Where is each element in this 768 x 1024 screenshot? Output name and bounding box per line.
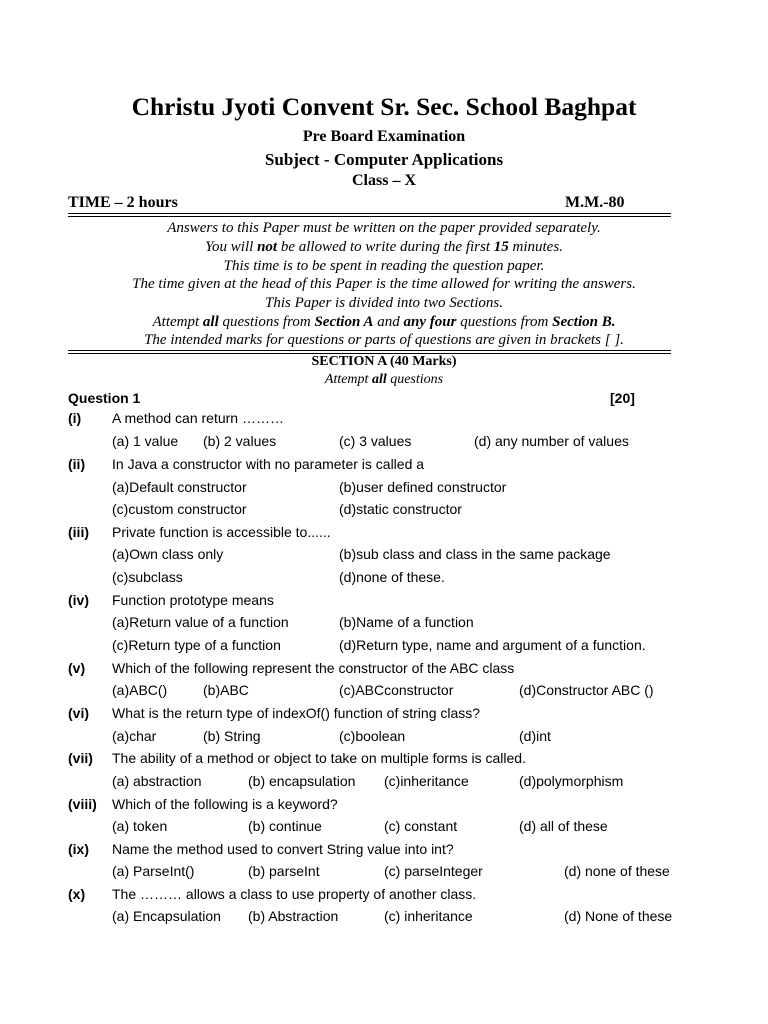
- option-a: (a) ParseInt(): [112, 863, 195, 879]
- option-b: (b) parseInt: [248, 863, 320, 879]
- option-d: (d) none of these: [564, 863, 670, 879]
- option-d: (d)Return type, name and argument of a function.: [339, 637, 646, 653]
- option-d: (d)polymorphism: [519, 773, 624, 789]
- option-b: (b) Abstraction: [248, 908, 339, 924]
- time-allowed: TIME – 2 hours: [68, 194, 178, 211]
- question-number: (viii): [68, 796, 97, 812]
- subject-title: Subject - Computer Applications: [264, 150, 504, 169]
- question-number: (iv): [68, 592, 89, 608]
- option-c: (c) inheritance: [384, 908, 473, 924]
- header-divider-top: [68, 213, 671, 214]
- option-b: (b)user defined constructor: [339, 479, 507, 495]
- option-b: (b) continue: [248, 818, 322, 834]
- instruction-line-2: You will not be allowed to write during the first 15 minutes.: [205, 239, 563, 255]
- option-b: (b)ABC: [203, 682, 249, 698]
- option-c: (c)custom constructor: [112, 501, 247, 517]
- section-a-subtitle: Attempt all questions: [324, 372, 444, 387]
- question-number: (x): [68, 886, 86, 902]
- question-text: Which of the following represent the constructor of the ABC class: [112, 660, 515, 676]
- exam-title: Pre Board Examination: [302, 128, 466, 145]
- school-name: Christu Jyoti Convent Sr. Sec. School Baghpat: [131, 92, 637, 121]
- question-text: Name the method used to convert String value into int?: [112, 841, 454, 857]
- question-1-label: Question 1: [68, 390, 141, 406]
- option-a: (a)Return value of a function: [112, 614, 289, 630]
- header-divider-bottom: [68, 216, 671, 217]
- question-text: Function prototype means: [112, 592, 274, 608]
- instructions-divider-top: [68, 350, 671, 351]
- option-c: (c)boolean: [339, 728, 406, 744]
- option-d: (d)none of these.: [339, 569, 445, 585]
- option-d: (d)static constructor: [339, 501, 462, 517]
- question-number: (v): [68, 660, 86, 676]
- question-text: A method can return ………: [112, 410, 284, 426]
- question-text: In Java a constructor with no parameter is called a: [112, 456, 425, 472]
- class-label: Class – X: [351, 172, 416, 189]
- section-a-title: SECTION A (40 Marks): [311, 354, 457, 369]
- question-text: Which of the following is a keyword?: [112, 796, 338, 812]
- option-b: (b)Name of a function: [339, 614, 474, 630]
- option-d: (d) None of these: [564, 908, 673, 924]
- maximum-marks: M.M.-80: [565, 194, 625, 211]
- option-d: (d) any number of values: [474, 433, 629, 449]
- instruction-line-4: The time given at the head of this Paper is the time allowed for writing the answers.: [132, 276, 636, 292]
- option-c: (c)inheritance: [384, 773, 469, 789]
- instruction-line-3: This time is to be spent in reading the question paper.: [223, 258, 545, 274]
- question-text: Private function is accessible to......: [112, 524, 331, 540]
- option-a: (a) 1 value: [112, 433, 179, 449]
- option-c: (c)Return type of a function: [112, 637, 281, 653]
- question-1-marks: [20]: [610, 390, 635, 406]
- option-a: (a) Encapsulation: [112, 908, 221, 924]
- option-c: (c) 3 values: [339, 433, 412, 449]
- option-c: (c)subclass: [112, 569, 183, 585]
- option-c: (c) constant: [384, 818, 458, 834]
- question-text: What is the return type of indexOf() function of string class?: [112, 705, 481, 721]
- instruction-line-6: Attempt all questions from Section A and any four questions from Section B.: [152, 314, 616, 330]
- option-a: (a)Default constructor: [112, 479, 247, 495]
- option-d: (d)int: [519, 728, 551, 744]
- option-c: (c) parseInteger: [384, 863, 483, 879]
- option-a: (a)char: [112, 728, 157, 744]
- question-number: (vii): [68, 750, 93, 766]
- option-d: (d) all of these: [519, 818, 608, 834]
- instruction-line-5: This Paper is divided into two Sections.: [265, 295, 503, 311]
- option-c: (c)ABCconstructor: [339, 682, 454, 698]
- question-text: The ……… allows a class to use property of another class.: [112, 886, 477, 902]
- instruction-line-7: The intended marks for questions or parts of questions are given in brackets [ ].: [144, 332, 624, 348]
- option-a: (a) token: [112, 818, 168, 834]
- option-b: (b) encapsulation: [248, 773, 356, 789]
- option-a: (a)Own class only: [112, 546, 224, 562]
- option-b: (b)sub class and class in the same package: [339, 546, 611, 562]
- question-number: (ii): [68, 456, 86, 472]
- question-number: (iii): [68, 524, 89, 540]
- option-a: (a) abstraction: [112, 773, 202, 789]
- question-number: (i): [68, 410, 82, 426]
- option-d: (d)Constructor ABC (): [519, 682, 654, 698]
- option-b: (b) String: [203, 728, 261, 744]
- option-b: (b) 2 values: [203, 433, 277, 449]
- option-a: (a)ABC(): [112, 682, 168, 698]
- instruction-line-1: Answers to this Paper must be written on the paper provided separately.: [167, 220, 601, 236]
- question-number: (vi): [68, 705, 89, 721]
- question-number: (ix): [68, 841, 89, 857]
- question-text: The ability of a method or object to take on multiple forms is called.: [112, 750, 526, 766]
